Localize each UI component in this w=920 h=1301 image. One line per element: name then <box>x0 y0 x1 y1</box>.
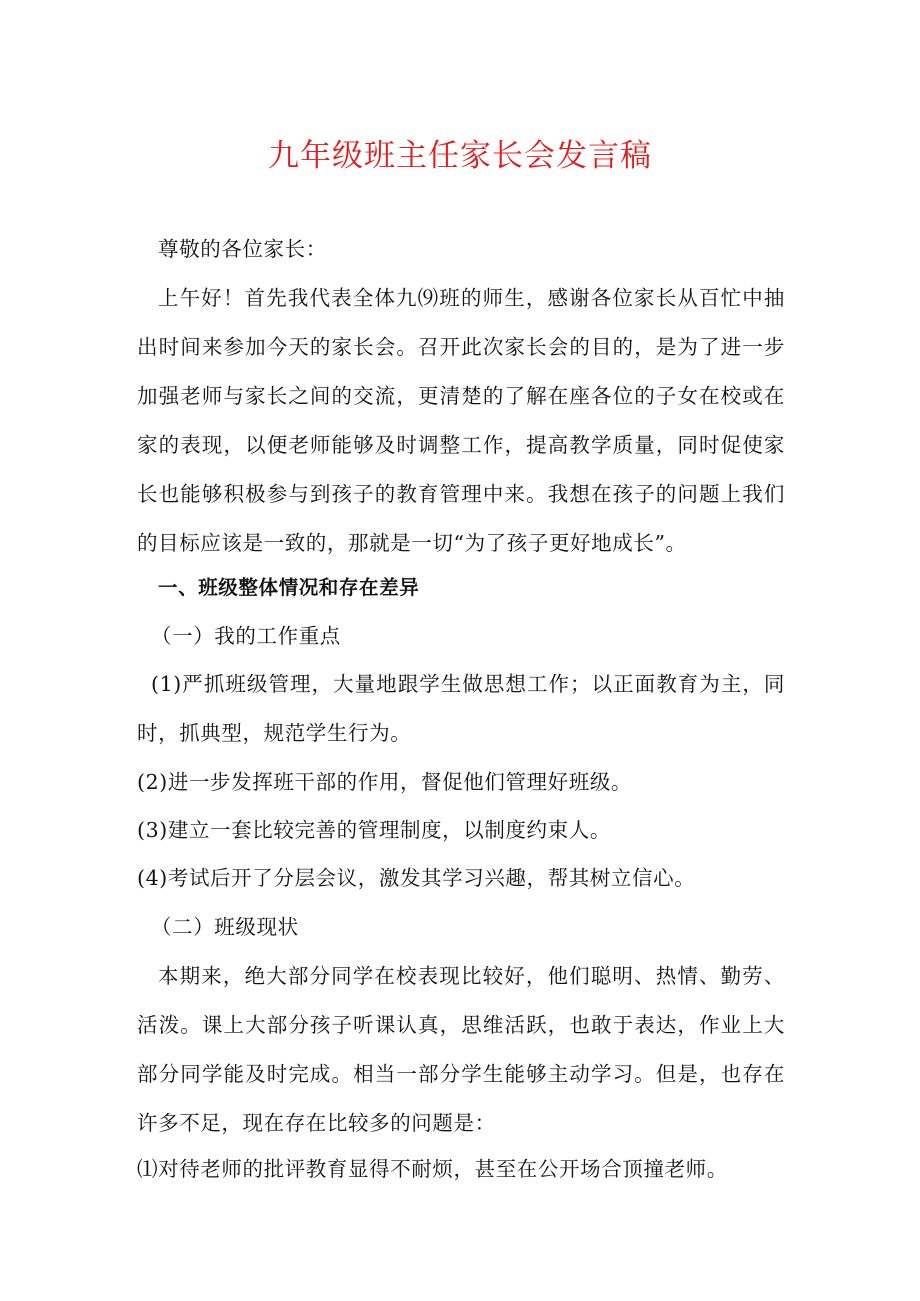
subsection-heading-class-status: （二）班级现状 <box>151 915 299 939</box>
problem-item: ⑴对待老师的批评教育显得不耐烦，甚至在公开场合顶撞老师。 <box>137 1157 728 1181</box>
section-heading-1: 一、班级整体情况和存在差异 <box>158 576 420 599</box>
salutation: 尊敬的各位家长： <box>158 237 327 261</box>
work-point-item: (4)考试后开了分层会议，激发其学习兴趣，帮其树立信心。 <box>137 866 696 890</box>
work-point-item: (3)建立一套比较完善的管理制度，以制度约束人。 <box>137 818 611 842</box>
intro-paragraph: 上午好！首先我代表全体九⑼班的师生，感谢各位家长从百忙中抽出时间来参加今天的家长会。召开此次家长会的目的，是为了进一步加强老师与家长之间的交流，更清楚的了解在座各位的子女在校或在家的表现，以便老师能够及时调整工作，提高教学质量，同时促使家长也能够积极参与到孩子的教育管理中来。我想在孩子的问题上我们的目标应该是一致的，那就是一切“为了孩子更好地成长”。 <box>137 286 785 555</box>
work-point-item: (2)进一步发挥班干部的作用，督促他们管理好班级。 <box>137 770 633 794</box>
work-point-item: (1)严抓班级管理，大量地跟学生做思想工作；以正面教育为主，同时，抓典型，规范学生行为。 <box>137 672 785 745</box>
class-status-paragraph: 本期来，绝大部分同学在校表现比较好，他们聪明、热情、勤劳、活泼。课上大部分孩子听课认真，思维活跃，也敢于表达，作业上大部分同学能及时完成。相当一部分学生能够主动学习。但是，也存在许多不足，现在存在比较多的问题是： <box>137 964 785 1135</box>
document-title: 九年级班主任家长会发言稿 <box>268 138 652 174</box>
subsection-heading-work-focus: （一）我的工作重点 <box>151 624 341 648</box>
